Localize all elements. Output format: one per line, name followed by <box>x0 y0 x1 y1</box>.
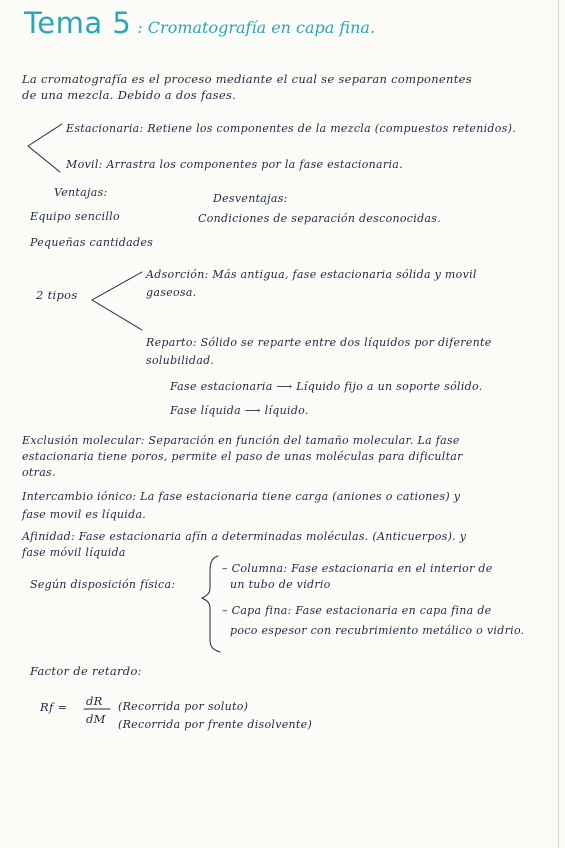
fase-liquida-line: Fase líquida ⟶ líquido. <box>170 404 309 417</box>
adsorcion-line-1: Adsorción: Más antigua, fase estacionaria sólida y movil <box>146 268 477 281</box>
columna-line-1: – Columna: Fase estacionaria en el interior de <box>222 562 493 575</box>
title-rest: : Cromatografía en capa fina. <box>137 18 376 37</box>
reparto-line-2: solubilidad. <box>146 354 215 367</box>
exclusion-line-3: otras. <box>22 466 56 479</box>
rf-numerator: dR <box>86 694 103 708</box>
ventajas-item-2: Pequeñas cantidades <box>30 236 154 249</box>
intro-line-2: de una mezcla. Debido a dos fases. <box>22 88 237 102</box>
afinidad-line-1: Afinidad: Fase estacionaria afín a determinadas moléculas. (Anticuerpos). y <box>22 530 467 543</box>
tipos-bracket <box>92 272 142 330</box>
retardo-label: Factor de retardo: <box>30 664 142 678</box>
reparto-line-1: Reparto: Sólido se reparte entre dos líquidos por diferente <box>146 336 492 349</box>
rf-symbol: Rf = <box>40 700 68 714</box>
afinidad-line-2: fase móvil líquida <box>22 546 126 559</box>
rf-numerator-note: (Recorrida por soluto) <box>118 700 249 713</box>
rf-denominator-note: (Recorrida por frente disolvente) <box>118 718 313 731</box>
capa-fina-line-2: poco espesor con recubrimiento metálico o vidrio. <box>230 624 525 637</box>
phase-estacionaria: Estacionaria: Retiene los componentes de la mezcla (compuestos retenidos). <box>66 122 517 135</box>
desventajas-item-1: Condiciones de separación desconocidas. <box>198 212 442 225</box>
adsorcion-line-2: gaseosa. <box>146 286 197 299</box>
fase-estacionaria-line: Fase estacionaria ⟶ Líquido fijo a un soporte sólido. <box>170 380 483 393</box>
exclusion-line-1: Exclusión molecular: Separación en función del tamaño molecular. La fase <box>22 434 460 447</box>
columna-line-2: un tubo de vidrio <box>230 578 331 591</box>
disposicion-brace <box>202 556 220 652</box>
exclusion-line-2: estacionaria tiene poros, permite el paso de unas moléculas para dificultar <box>22 450 463 463</box>
intercambio-line-2: fase movil es líquida. <box>22 508 147 521</box>
intro-line-1: La cromatografía es el proceso mediante el cual se separan componentes <box>22 72 472 86</box>
phases-bracket <box>28 124 62 172</box>
tipos-label: 2 tipos <box>36 288 78 302</box>
title-main: Tema 5 <box>24 6 132 40</box>
intercambio-line-1: Intercambio iónico: La fase estacionaria tiene carga (aniones o cationes) y <box>22 490 461 503</box>
ventajas-label: Ventajas: <box>54 186 108 199</box>
capa-fina-line-1: – Capa fina: Fase estacionaria en capa fina de <box>222 604 492 617</box>
disposicion-label: Según disposición física: <box>30 578 176 591</box>
phase-movil: Movil: Arrastra los componentes por la fase estacionaria. <box>66 158 403 171</box>
rf-denominator: dM <box>86 712 106 726</box>
ventajas-item-1: Equipo sencillo <box>30 210 120 223</box>
desventajas-label: Desventajas: <box>213 192 288 205</box>
